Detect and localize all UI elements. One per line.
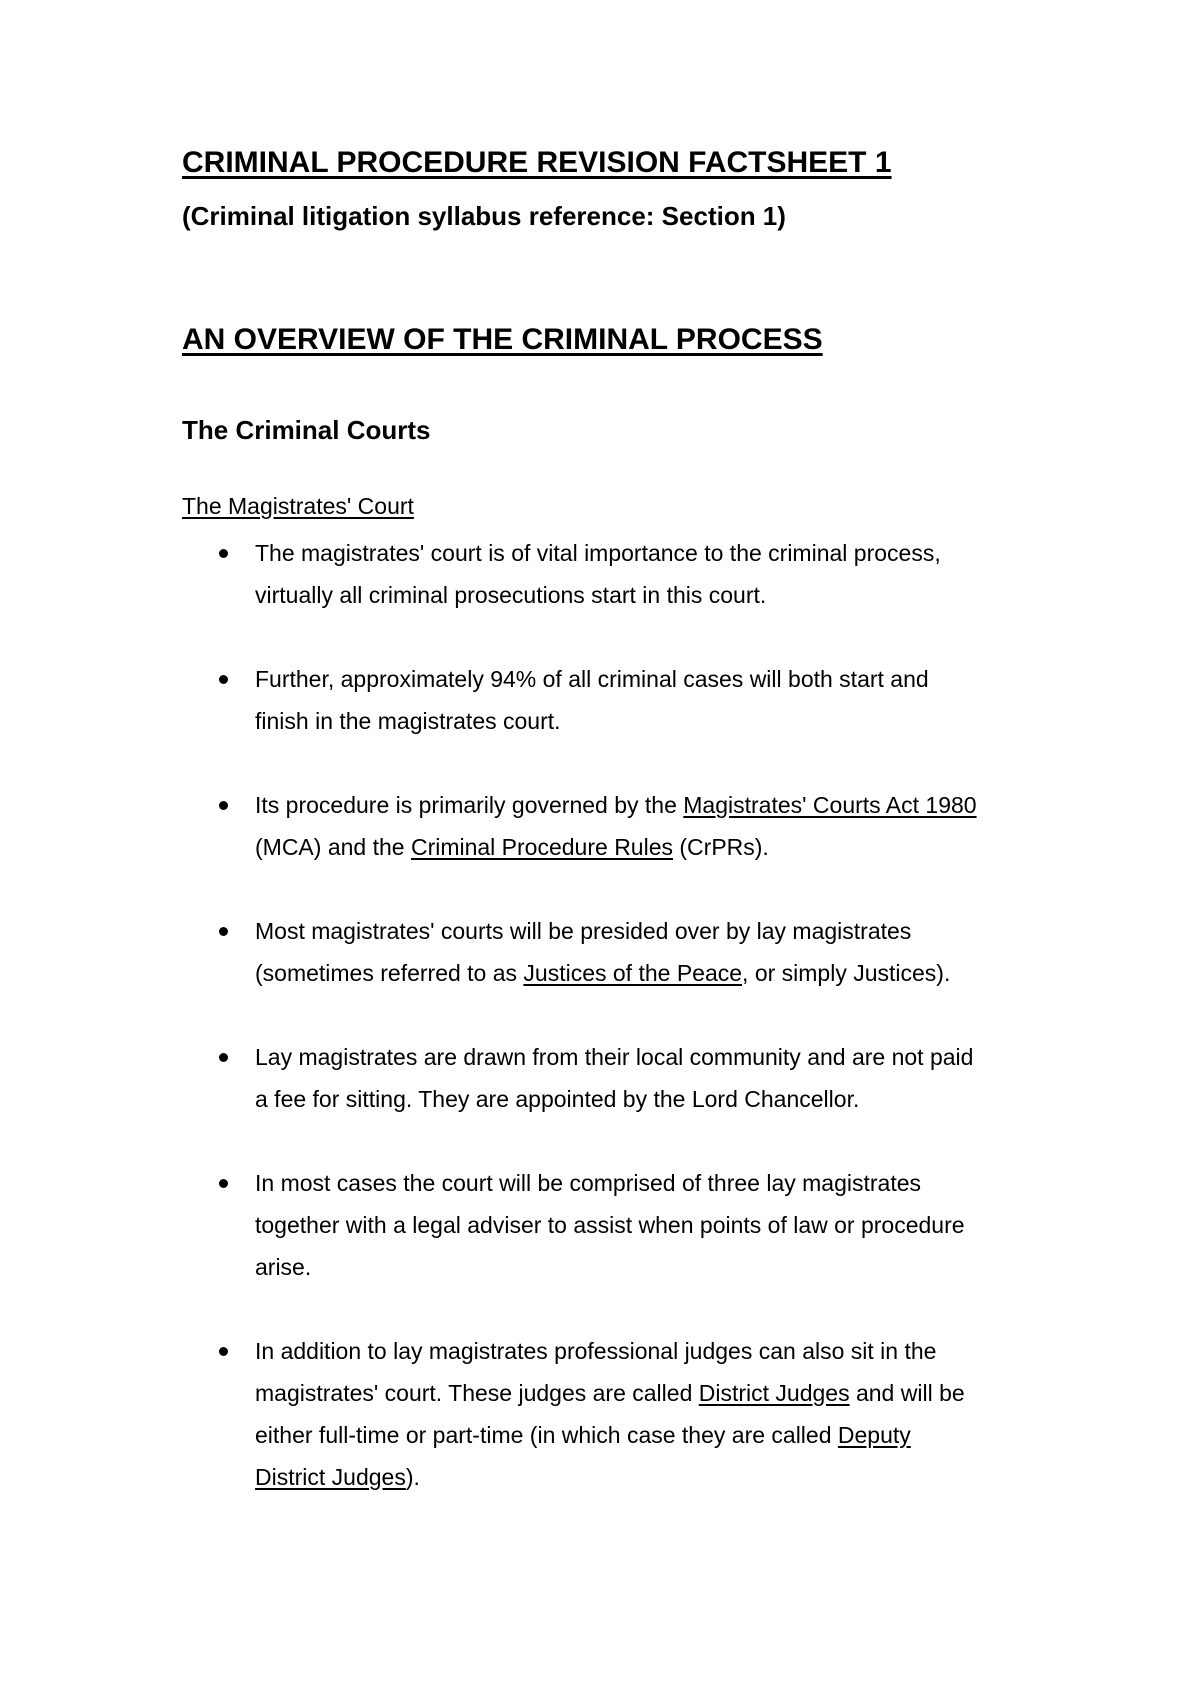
bullet-line <box>255 826 1042 868</box>
bullet-list <box>182 532 1042 1540</box>
bullet-line: a fee for sitting. They are appointed by the Lord Chancellor. <box>255 1086 860 1112</box>
bullet-line: The magistrates' court is of vital importance to the criminal process, <box>255 540 941 566</box>
section-heading: The Criminal Courts <box>182 415 431 445</box>
list-item <box>182 784 1042 868</box>
bullet-line: In most cases the court will be comprised of three lay magistrates <box>255 1170 922 1196</box>
bullet-icon <box>219 1347 228 1356</box>
bullet-line <box>255 1456 1042 1498</box>
justices-of-the-peace-reference: Justices of the Peace <box>523 960 743 986</box>
criminal-procedure-rules-reference: Criminal Procedure Rules <box>410 834 673 860</box>
bullet-icon <box>219 675 228 684</box>
bullet-text: (CrPRs). <box>673 834 769 860</box>
list-item <box>182 532 1042 616</box>
document-title: CRIMINAL PROCEDURE REVISION FACTSHEET 1 <box>182 146 892 179</box>
bullet-line <box>255 1414 1042 1456</box>
bullet-line <box>255 1372 1042 1414</box>
list-item <box>182 1036 1042 1120</box>
bullet-line: together with a legal adviser to assist when points of law or procedure <box>255 1212 965 1238</box>
bullet-icon <box>219 801 228 810</box>
document-subtitle: (Criminal litigation syllabus reference: Section 1) <box>182 201 786 231</box>
bullet-text: Its procedure is primarily governed by the <box>255 792 684 818</box>
bullet-line: arise. <box>255 1254 312 1280</box>
bullet-text: and will be <box>849 1380 965 1406</box>
bullet-icon <box>219 1053 228 1062</box>
bullet-text: ). <box>405 1464 420 1490</box>
list-item <box>182 910 1042 994</box>
subsection-heading: The Magistrates' Court <box>182 493 414 519</box>
deputy-district-judges-reference-cont: District Judges <box>255 1464 406 1490</box>
magistrates-courts-act-reference: Magistrates' Courts Act 1980 <box>683 792 977 818</box>
bullet-text: (sometimes referred to as <box>255 960 524 986</box>
list-item <box>182 1330 1042 1498</box>
bullet-line: Further, approximately 94% of all criminal cases will both start and <box>255 666 929 692</box>
bullet-line <box>255 952 1042 994</box>
bullet-line: Lay magistrates are drawn from their local community and are not paid <box>255 1044 974 1070</box>
district-judges-reference: District Judges <box>698 1380 850 1406</box>
bullet-text: magistrates' court. These judges are called <box>255 1380 699 1406</box>
bullet-text: , or simply Justices). <box>742 960 951 986</box>
bullet-icon <box>219 1179 228 1188</box>
deputy-district-judges-reference: Deputy <box>837 1422 911 1448</box>
bullet-text: either full-time or part-time (in which case they are called <box>255 1422 838 1448</box>
bullet-icon <box>219 549 228 558</box>
bullet-text: (MCA) and the <box>255 834 411 860</box>
bullet-line: finish in the magistrates court. <box>255 708 561 734</box>
bullet-line <box>255 784 1042 826</box>
bullet-icon <box>219 927 228 936</box>
overview-heading: AN OVERVIEW OF THE CRIMINAL PROCESS <box>182 323 823 356</box>
bullet-line: In addition to lay magistrates professional judges can also sit in the <box>255 1338 937 1364</box>
list-item <box>182 1162 1042 1288</box>
bullet-line: Most magistrates' courts will be presided over by lay magistrates <box>255 918 912 944</box>
list-item <box>182 658 1042 742</box>
bullet-line: virtually all criminal prosecutions start in this court. <box>255 582 767 608</box>
